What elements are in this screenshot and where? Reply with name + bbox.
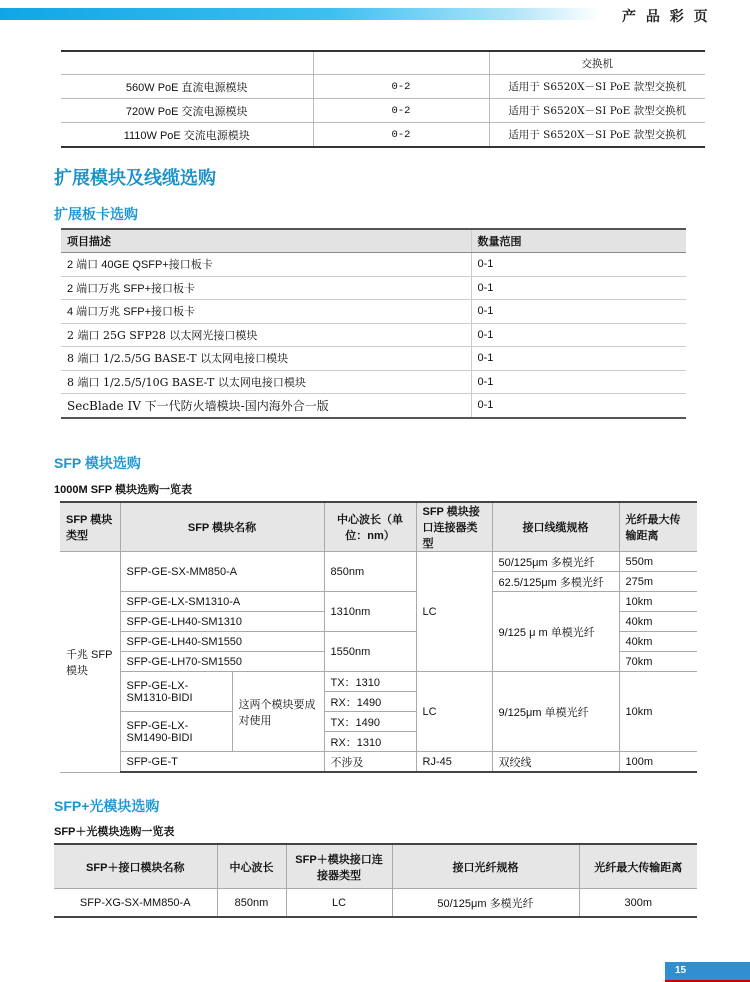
table-cell: RX：1490 [324,692,416,712]
table-cell: SFP-GE-T [120,752,324,773]
table-header-row [61,229,686,253]
table-cell: 275m [619,572,697,592]
table-cell: 1310nm [324,592,416,632]
table-header-cell: 接口线缆规格 [492,502,619,552]
table-cell: 2 端口 40GE QSFP+接口板卡 [61,253,471,277]
table-cell: LC [416,552,492,672]
table-cell [61,51,313,75]
table-header-row [60,502,697,552]
table-cell: LC [416,672,492,752]
sfp-heading: SFP 模块选购 [54,455,141,471]
table-row [54,889,697,918]
expansion-card-table [61,228,686,419]
table-cell: SFP-GE-LH40-SM1550 [120,632,324,652]
table-cell: 9/125 μ m 单模光纤 [492,592,619,672]
table-cell: 100m [619,752,697,773]
pair-note-cell: 这两个模块要成对使用 [232,672,324,752]
table-cell: SFP-GE-SX-MM850-A [120,552,324,592]
table-cell: TX：1490 [324,712,416,732]
table-cell: SFP-GE-LH70-SM1550 [120,652,324,672]
table-cell: 62.5/125μm 多模光纤 [492,572,619,592]
table-cell [313,51,489,75]
table-cell: 双绞线 [492,752,619,773]
table-cell: 适用于 S6520X－SI PoE 款型交换机 [489,99,705,123]
table-cell: 0-1 [471,253,686,277]
table-cell: SFP-XG-SX-MM850-A [54,889,217,918]
table-row [61,253,686,277]
section-title: 扩展模块及线缆选购 [54,168,216,188]
table-row [61,99,705,123]
table-cell: 70km [619,652,697,672]
table-cell: 适用于 S6520X－SI PoE 款型交换机 [489,123,705,148]
sfp-subheading: 1000M SFP 模块选购一览表 [54,484,192,496]
table-cell: 0-2 [313,99,489,123]
module-type-cell: 千兆 SFP 模块 [60,552,120,773]
sfp-plus-subheading: SFP＋光模块选购一览表 [54,826,175,838]
table-row [61,370,686,394]
table-cell: 9/125μm 单模光纤 [492,672,619,752]
table-cell: 10km [619,592,697,612]
table-cell: 0-1 [471,347,686,371]
table-cell: RJ-45 [416,752,492,773]
table-cell: LC [286,889,392,918]
table-header-cell: 光纤最大传输距离 [619,502,697,552]
table-cell: 0-1 [471,300,686,324]
table-cell: 50/125μm 多模光纤 [392,889,579,918]
table-cell: 2 端口万兆 SFP+接口板卡 [61,276,471,300]
table-row [61,394,686,418]
table-cell: SFP-GE-LH40-SM1310 [120,612,324,632]
table-cell: 交换机 [489,51,705,75]
table-cell: SFP-GE-LX- SM1490-BIDI [120,712,232,752]
table-cell: 40km [619,632,697,652]
table-cell: SFP-GE-LX- SM1310-BIDI [120,672,232,712]
table-cell: 40km [619,612,697,632]
table-cell: 1110W PoE 交流电源模块 [61,123,313,148]
table-cell: 2 端口 25G SFP28 以太网光接口模块 [61,323,471,347]
table-header-cell: SFP 模块接口连接器类型 [416,502,492,552]
table-row [61,300,686,324]
table-header-cell: 项目描述 [61,229,471,253]
table-cell: 10km [619,672,697,752]
table-row [61,323,686,347]
cards-heading: 扩展板卡选购 [54,206,138,222]
table-cell: SFP-GE-LX-SM1310-A [120,592,324,612]
table-header-cell: 数量范围 [471,229,686,253]
table-row [60,672,697,692]
table-cell: 适用于 S6520X－SI PoE 款型交换机 [489,75,705,99]
table-cell: 50/125μm 多模光纤 [492,552,619,572]
table-cell: 850nm [217,889,286,918]
table-cell: 0-1 [471,370,686,394]
table-header-cell: 光纤最大传输距离 [579,844,697,889]
table-cell: 0-1 [471,276,686,300]
table-cell: RX：1310 [324,732,416,752]
table-cell: 0-1 [471,394,686,418]
table-header-cell: SFP＋接口模块名称 [54,844,217,889]
table-cell: 560W PoE 直流电源模块 [61,75,313,99]
sfp-plus-heading: SFP+光模块选购 [54,798,160,814]
table-cell: 850nm [324,552,416,592]
table-cell: 8 端口 1/2.5/5G BASE-T 以太网电接口模块 [61,347,471,371]
header-bar [0,8,600,20]
table-header-cell: 中心波长（单位：nm） [324,502,416,552]
table-row [61,347,686,371]
table-cell: TX：1310 [324,672,416,692]
table-row [60,592,697,612]
table-row [61,75,705,99]
table-cell: 4 端口万兆 SFP+接口板卡 [61,300,471,324]
sfp-module-table [60,501,697,773]
table-header-cell: 中心波长 [217,844,286,889]
table-row [61,123,705,148]
table-cell: 8 端口 1/2.5/5/10G BASE-T 以太网电接口模块 [61,370,471,394]
table-cell: 300m [579,889,697,918]
table-cell: 550m [619,552,697,572]
table-cell: 1550nm [324,632,416,672]
table-cell: 不涉及 [324,752,416,773]
power-module-table [61,50,705,148]
table-row [60,552,697,572]
page-header-title: 产 品 彩 页 [622,8,711,24]
table-row [61,51,705,75]
table-cell: 0-2 [313,123,489,148]
table-header-row [54,844,697,889]
table-cell: SecBlade IV 下一代防火墙模块-国内海外合一版 [61,394,471,418]
table-header-cell: SFP 模块名称 [120,502,324,552]
table-header-cell: SFP＋模块接口连接器类型 [286,844,392,889]
table-row [60,752,697,773]
sfp-plus-table [54,843,697,918]
table-cell: 720W PoE 交流电源模块 [61,99,313,123]
table-header-cell: SFP 模块类型 [60,502,120,552]
table-cell: 0-2 [313,75,489,99]
table-cell: 0-1 [471,323,686,347]
table-row [61,276,686,300]
page-number: 15 [665,962,750,980]
table-header-cell: 接口光纤规格 [392,844,579,889]
